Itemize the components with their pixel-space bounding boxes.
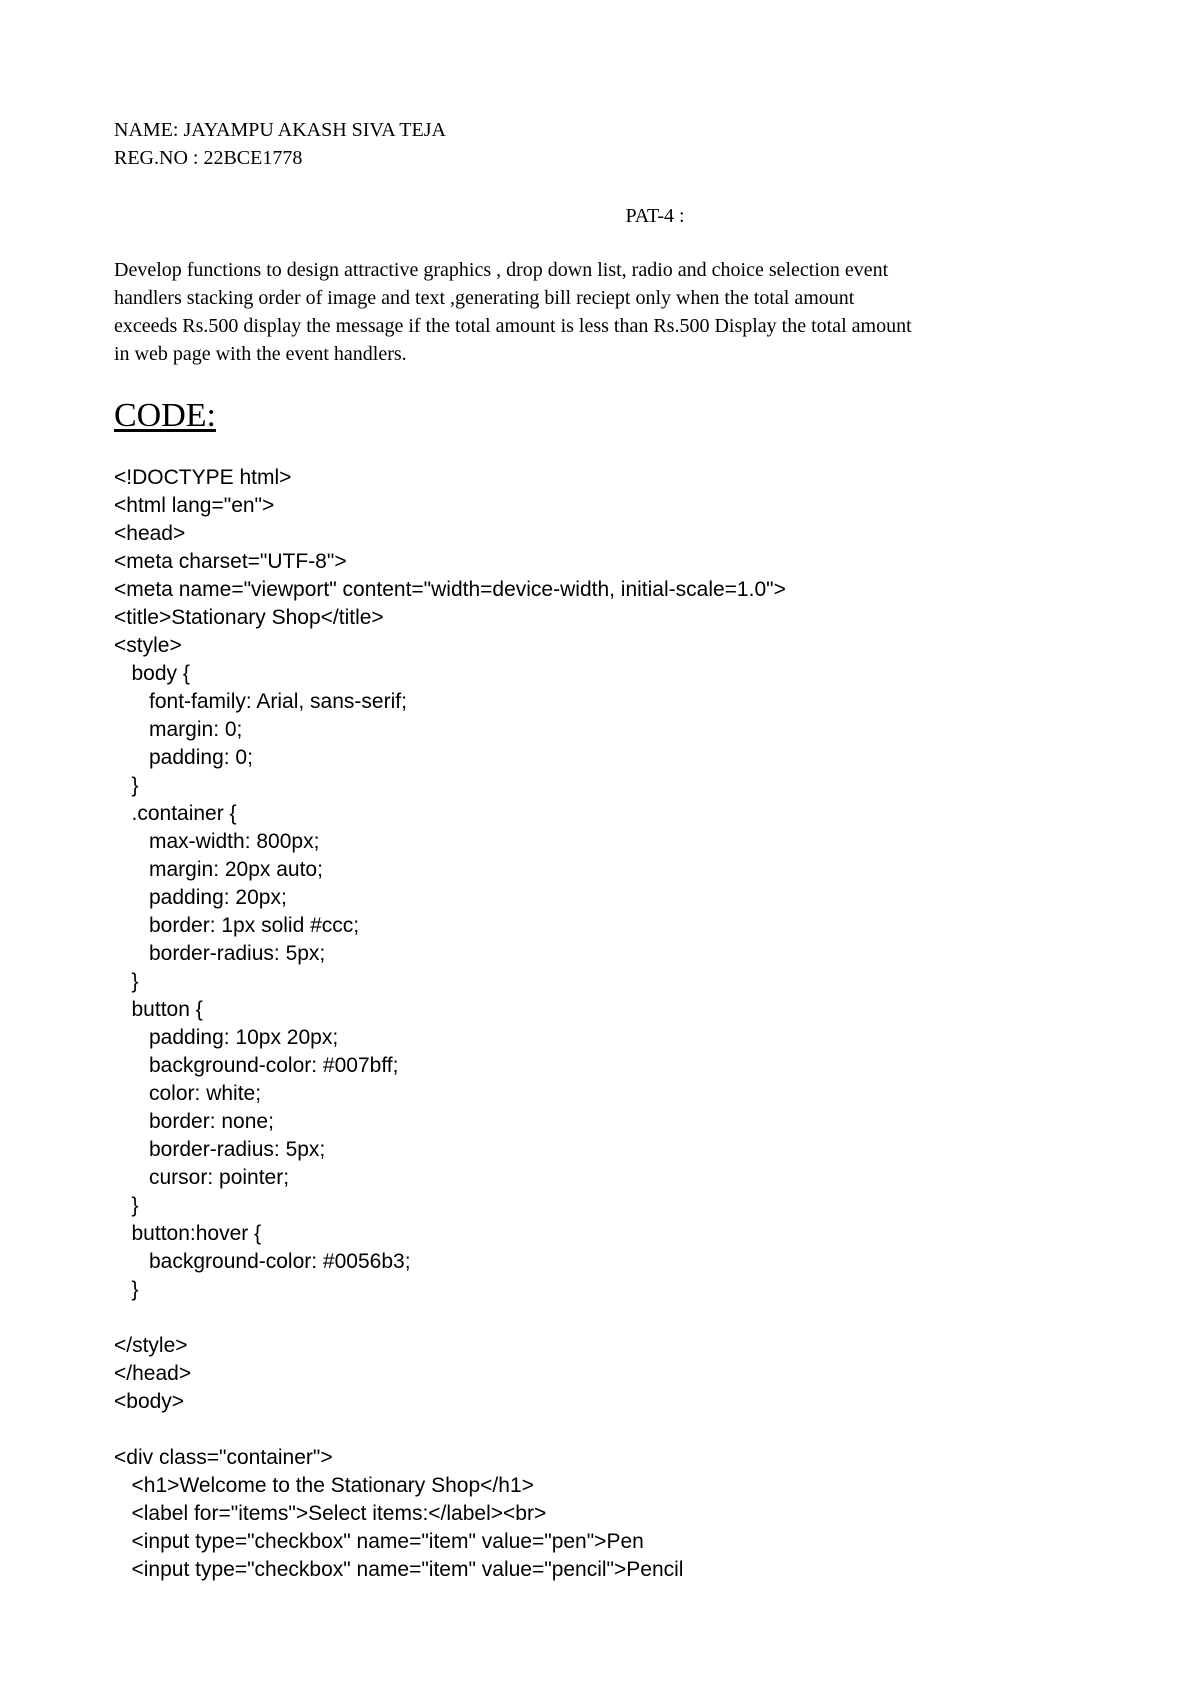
code-line: } xyxy=(114,1278,139,1301)
code-line: padding: 20px; xyxy=(114,886,287,909)
code-line: font-family: Arial, sans-serif; xyxy=(114,690,407,713)
code-line: <input type="checkbox" name="item" value="pen">Pen xyxy=(114,1530,644,1553)
student-name: NAME: JAYAMPU AKASH SIVA TEJA xyxy=(114,119,446,141)
code-line: <head> xyxy=(114,522,186,545)
code-line: <style> xyxy=(114,634,182,657)
code-heading: CODE: xyxy=(114,397,216,434)
registration-number: REG.NO : 22BCE1778 xyxy=(114,147,303,169)
code-line: color: white; xyxy=(114,1082,262,1105)
code-line xyxy=(114,1416,786,1444)
code-line: </head> xyxy=(114,1362,192,1385)
code-line xyxy=(114,1304,786,1332)
code-line: margin: 20px auto; xyxy=(114,858,323,881)
task-description xyxy=(114,256,1114,368)
task-line: exceeds Rs.500 display the message if the total amount is less than Rs.500 Display the total amount xyxy=(114,315,912,337)
code-line: <title>Stationary Shop</title> xyxy=(114,606,384,629)
code-listing xyxy=(114,464,786,1584)
code-line: <input type="checkbox" name="item" value="pencil">Pencil xyxy=(114,1558,684,1581)
task-line: Develop functions to design attractive graphics , drop down list, radio and choice selection event xyxy=(114,259,889,281)
code-line: button:hover { xyxy=(114,1222,262,1245)
code-line: border-radius: 5px; xyxy=(114,1138,326,1161)
code-line: <html lang="en"> xyxy=(114,494,275,517)
code-line: background-color: #0056b3; xyxy=(114,1250,411,1273)
code-line: cursor: pointer; xyxy=(114,1166,290,1189)
code-line: .container { xyxy=(114,802,237,825)
code-line: border-radius: 5px; xyxy=(114,942,326,965)
code-line: <div class="container"> xyxy=(114,1446,333,1469)
code-line: } xyxy=(114,1194,139,1217)
code-line: background-color: #007bff; xyxy=(114,1054,399,1077)
code-line: </style> xyxy=(114,1334,188,1357)
code-line: padding: 10px 20px; xyxy=(114,1026,339,1049)
code-line: <!DOCTYPE html> xyxy=(114,466,292,489)
code-line: border: 1px solid #ccc; xyxy=(114,914,360,937)
assignment-title: PAT-4 : xyxy=(625,205,685,227)
task-line: handlers stacking order of image and text ,generating bill reciept only when the total amount xyxy=(114,287,855,309)
code-line: <meta charset="UTF-8"> xyxy=(114,550,347,573)
code-line: body { xyxy=(114,662,190,685)
code-line: <body> xyxy=(114,1390,185,1413)
code-line: margin: 0; xyxy=(114,718,243,741)
code-line: <h1>Welcome to the Stationary Shop</h1> xyxy=(114,1474,534,1497)
code-line: <meta name="viewport" content="width=device-width, initial-scale=1.0"> xyxy=(114,578,786,601)
task-line: in web page with the event handlers. xyxy=(114,343,407,365)
code-line: } xyxy=(114,774,139,797)
code-line: } xyxy=(114,970,139,993)
code-line: max-width: 800px; xyxy=(114,830,320,853)
code-line: border: none; xyxy=(114,1110,274,1133)
code-line: padding: 0; xyxy=(114,746,253,769)
code-line: <label for="items">Select items:</label><br> xyxy=(114,1502,547,1525)
code-line: button { xyxy=(114,998,203,1021)
